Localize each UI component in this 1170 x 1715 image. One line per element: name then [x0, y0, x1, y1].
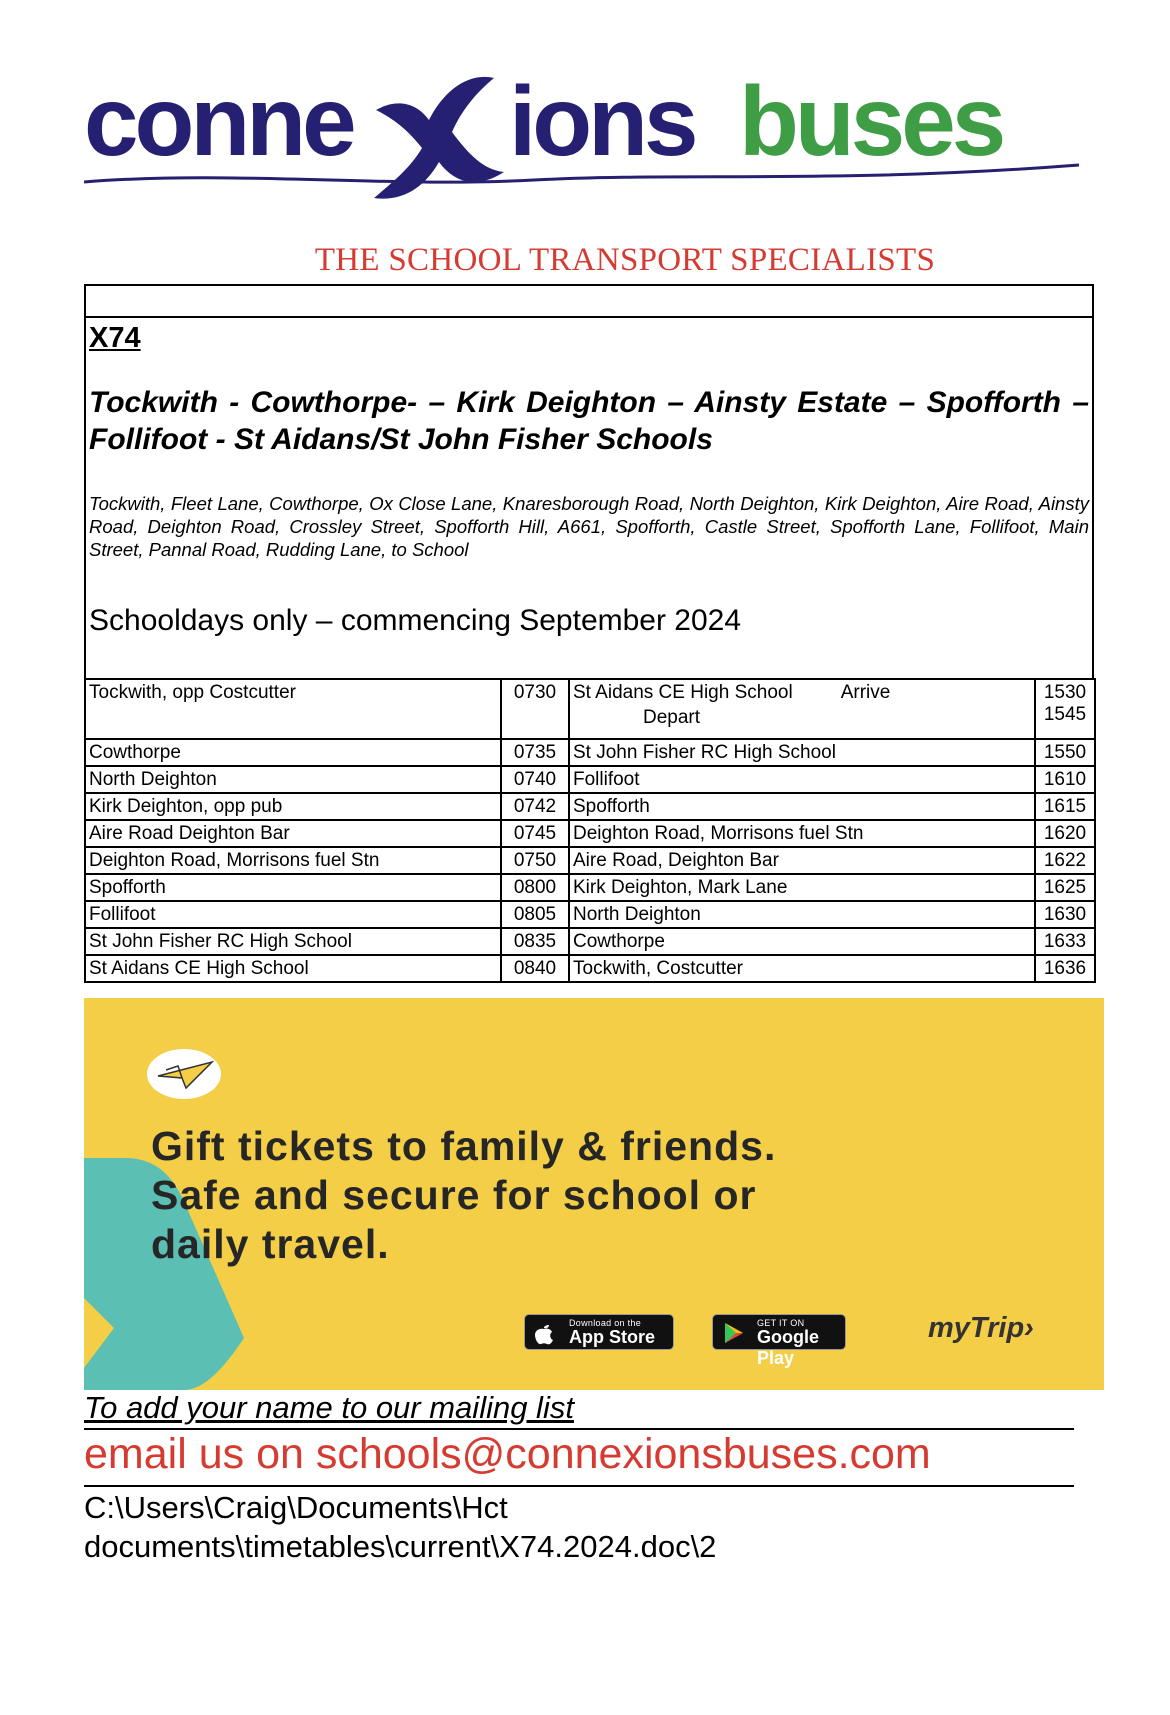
afternoon-stop: Spofforth: [569, 793, 1035, 820]
afternoon-time: 1630: [1035, 901, 1095, 928]
arrive-time: 1530: [1043, 682, 1087, 703]
morning-stop: St Aidans CE High School: [85, 955, 501, 982]
mytrip-brand: myTrip›: [928, 1312, 1034, 1344]
table-row: [85, 874, 1095, 901]
table-row: [85, 847, 1095, 874]
afternoon-stop: Aire Road, Deighton Bar: [569, 847, 1035, 874]
app-store-label: App Store: [569, 1327, 656, 1347]
morning-time: 0805: [501, 901, 569, 928]
afternoon-stop: Tockwith, Costcutter: [569, 955, 1035, 982]
afternoon-time-cell: [1035, 679, 1095, 739]
afternoon-time: 1622: [1035, 847, 1095, 874]
route-title: Tockwith - Cowthorpe- – Kirk Deighton – Ainsty Estate – Spofforth – Follifoot - St Aidans/St John Fisher Schools: [89, 386, 1089, 456]
google-play-icon: [723, 1322, 745, 1344]
table-row: [85, 901, 1095, 928]
morning-time: 0835: [501, 928, 569, 955]
timetable: [84, 678, 1096, 983]
afternoon-time: 1620: [1035, 820, 1095, 847]
morning-stop: Spofforth: [85, 874, 501, 901]
afternoon-stop-cell: [569, 679, 1035, 739]
afternoon-time: 1636: [1035, 955, 1095, 982]
morning-stop: Tockwith, opp Costcutter: [85, 679, 501, 739]
morning-time: 0840: [501, 955, 569, 982]
table-row: [85, 739, 1095, 766]
document-path-line-2: documents\timetables\current\X74.2024.doc\2: [84, 1529, 717, 1564]
table-row: [85, 766, 1095, 793]
arrive-label: Arrive: [840, 682, 891, 703]
empty-header-row: [84, 284, 1094, 318]
table-row: [85, 679, 1095, 739]
paper-plane-icon: [146, 1048, 222, 1100]
afternoon-stop: St Aidans CE High School: [573, 682, 793, 703]
logo-graphic: [84, 70, 1084, 210]
tagline: THE SCHOOL TRANSPORT SPECIALISTS: [314, 242, 936, 278]
mytrip-promo-banner: [84, 998, 1104, 1390]
logo-text-conne: conne: [84, 70, 353, 176]
schedule-note: Schooldays only – commencing September 2024: [89, 604, 742, 637]
morning-time: 0730: [501, 679, 569, 739]
morning-time: 0750: [501, 847, 569, 874]
morning-time: 0740: [501, 766, 569, 793]
document-path-line-1: C:\Users\Craig\Documents\Hct: [84, 1490, 508, 1525]
promo-text: [151, 1122, 776, 1269]
afternoon-stop: Kirk Deighton, Mark Lane: [569, 874, 1035, 901]
table-row: [85, 820, 1095, 847]
promo-line-2: Safe and secure for school or: [151, 1172, 757, 1218]
google-play-small-label: GET IT ON: [757, 1318, 805, 1328]
morning-time: 0745: [501, 820, 569, 847]
afternoon-stop: North Deighton: [569, 901, 1035, 928]
mailing-list-text: To add your name to our mailing list: [84, 1390, 574, 1425]
divider: [84, 1485, 1074, 1487]
depart-label: Depart: [643, 707, 701, 728]
table-row: [85, 928, 1095, 955]
afternoon-stop: Cowthorpe: [569, 928, 1035, 955]
google-play-button[interactable]: [712, 1314, 846, 1368]
morning-stop: St John Fisher RC High School: [85, 928, 501, 955]
promo-line-3: daily travel.: [151, 1221, 390, 1267]
morning-time: 0800: [501, 874, 569, 901]
app-store-button[interactable]: [524, 1314, 674, 1350]
document-path: [84, 1488, 716, 1566]
morning-stop: North Deighton: [85, 766, 501, 793]
connexions-buses-logo: [84, 70, 1084, 210]
afternoon-stop: St John Fisher RC High School: [569, 739, 1035, 766]
morning-stop: Cowthorpe: [85, 739, 501, 766]
route-code: X74: [89, 322, 141, 354]
apple-icon: [534, 1321, 554, 1345]
afternoon-time: 1550: [1035, 739, 1095, 766]
logo-text-buses: buses: [739, 70, 1003, 176]
table-row: [85, 793, 1095, 820]
morning-stop: Aire Road Deighton Bar: [85, 820, 501, 847]
app-store-small-label: Download on the: [569, 1318, 642, 1328]
morning-stop: Kirk Deighton, opp pub: [85, 793, 501, 820]
morning-time: 0742: [501, 793, 569, 820]
logo-text-ions: ions: [509, 70, 695, 176]
morning-stop: Deighton Road, Morrisons fuel Stn: [85, 847, 501, 874]
morning-stop: Follifoot: [85, 901, 501, 928]
depart-time: 1545: [1043, 704, 1087, 725]
afternoon-time: 1625: [1035, 874, 1095, 901]
afternoon-stop: Follifoot: [569, 766, 1035, 793]
afternoon-time: 1610: [1035, 766, 1095, 793]
morning-time: 0735: [501, 739, 569, 766]
route-stops-description: Tockwith, Fleet Lane, Cowthorpe, Ox Close Lane, Knaresborough Road, North Deighton, Kirk Deighton, Aire Road, Ainsty Road, Deighton Road, Crossley Street, Spofforth Hill, A661, Spofforth, Castle Street, Spofforth Lane, Follifoot, Main Street, Pannal Road, Rudding Lane, to School: [89, 493, 1089, 560]
afternoon-stop: Deighton Road, Morrisons fuel Stn: [569, 820, 1035, 847]
afternoon-time: 1633: [1035, 928, 1095, 955]
table-row: [85, 955, 1095, 982]
promo-line-1: Gift tickets to family & friends.: [151, 1123, 777, 1169]
email-text[interactable]: email us on schools@connexionsbuses.com: [84, 1430, 931, 1478]
route-info-box: [84, 316, 1094, 680]
google-play-label: Google Play: [757, 1327, 819, 1368]
afternoon-time: 1615: [1035, 793, 1095, 820]
